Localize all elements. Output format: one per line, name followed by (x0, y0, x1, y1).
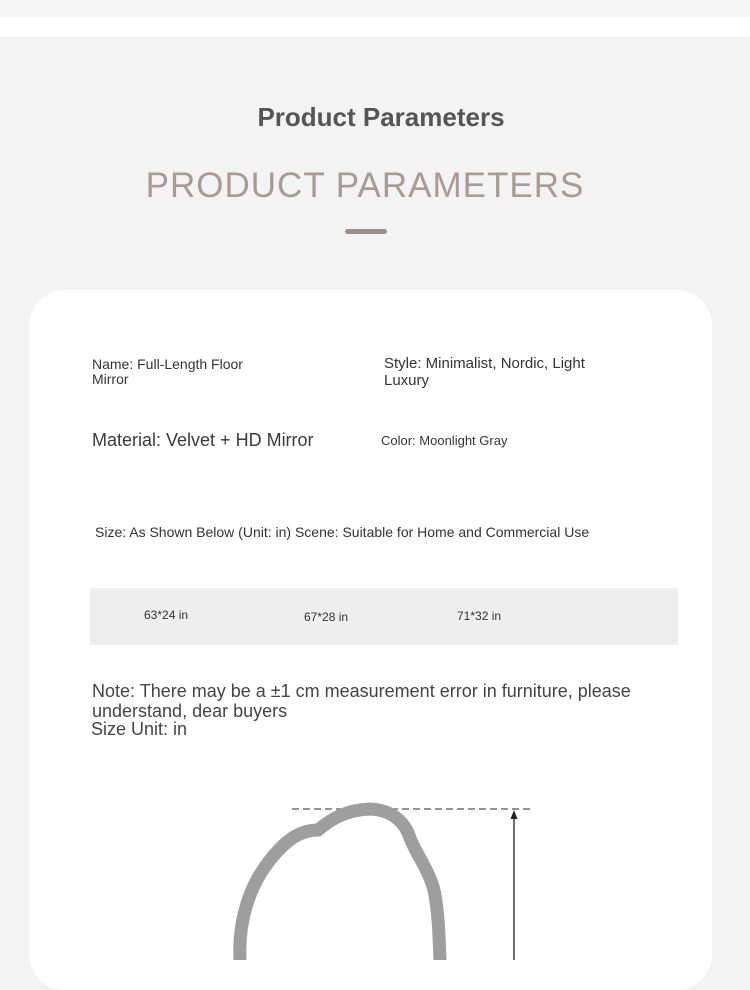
section-title: Product Parameters (257, 102, 505, 132)
size-options-row (90, 588, 678, 645)
param-material: Material: Velvet + HD Mirror (92, 430, 314, 450)
param-style: Style: Minimalist, Nordic, Light Luxury (384, 355, 585, 389)
size-option: 63*24 in (144, 608, 189, 622)
top-strip (0, 0, 750, 17)
size-option: 67*28 in (304, 610, 349, 624)
param-color: Color: Moonlight Gray (381, 433, 508, 448)
height-arrow-head (511, 810, 518, 819)
section-divider (0, 17, 750, 37)
param-size-scene: Size: As Shown Below (Unit: in) Scene: Suitable for Home and Commercial Use (95, 524, 590, 540)
size-unit-label: Size Unit: in (91, 719, 188, 739)
title-underline (345, 229, 387, 234)
size-option: 71*32 in (457, 609, 502, 623)
mirror-diagram (0, 790, 750, 960)
section-subtitle: PRODUCT PARAMETERS (145, 166, 585, 205)
param-name: Name: Full-Length Floor Mirror (92, 356, 243, 387)
measurement-note: Note: There may be a ±1 cm measurement error in furniture, please understand, dear buyers (92, 681, 631, 721)
